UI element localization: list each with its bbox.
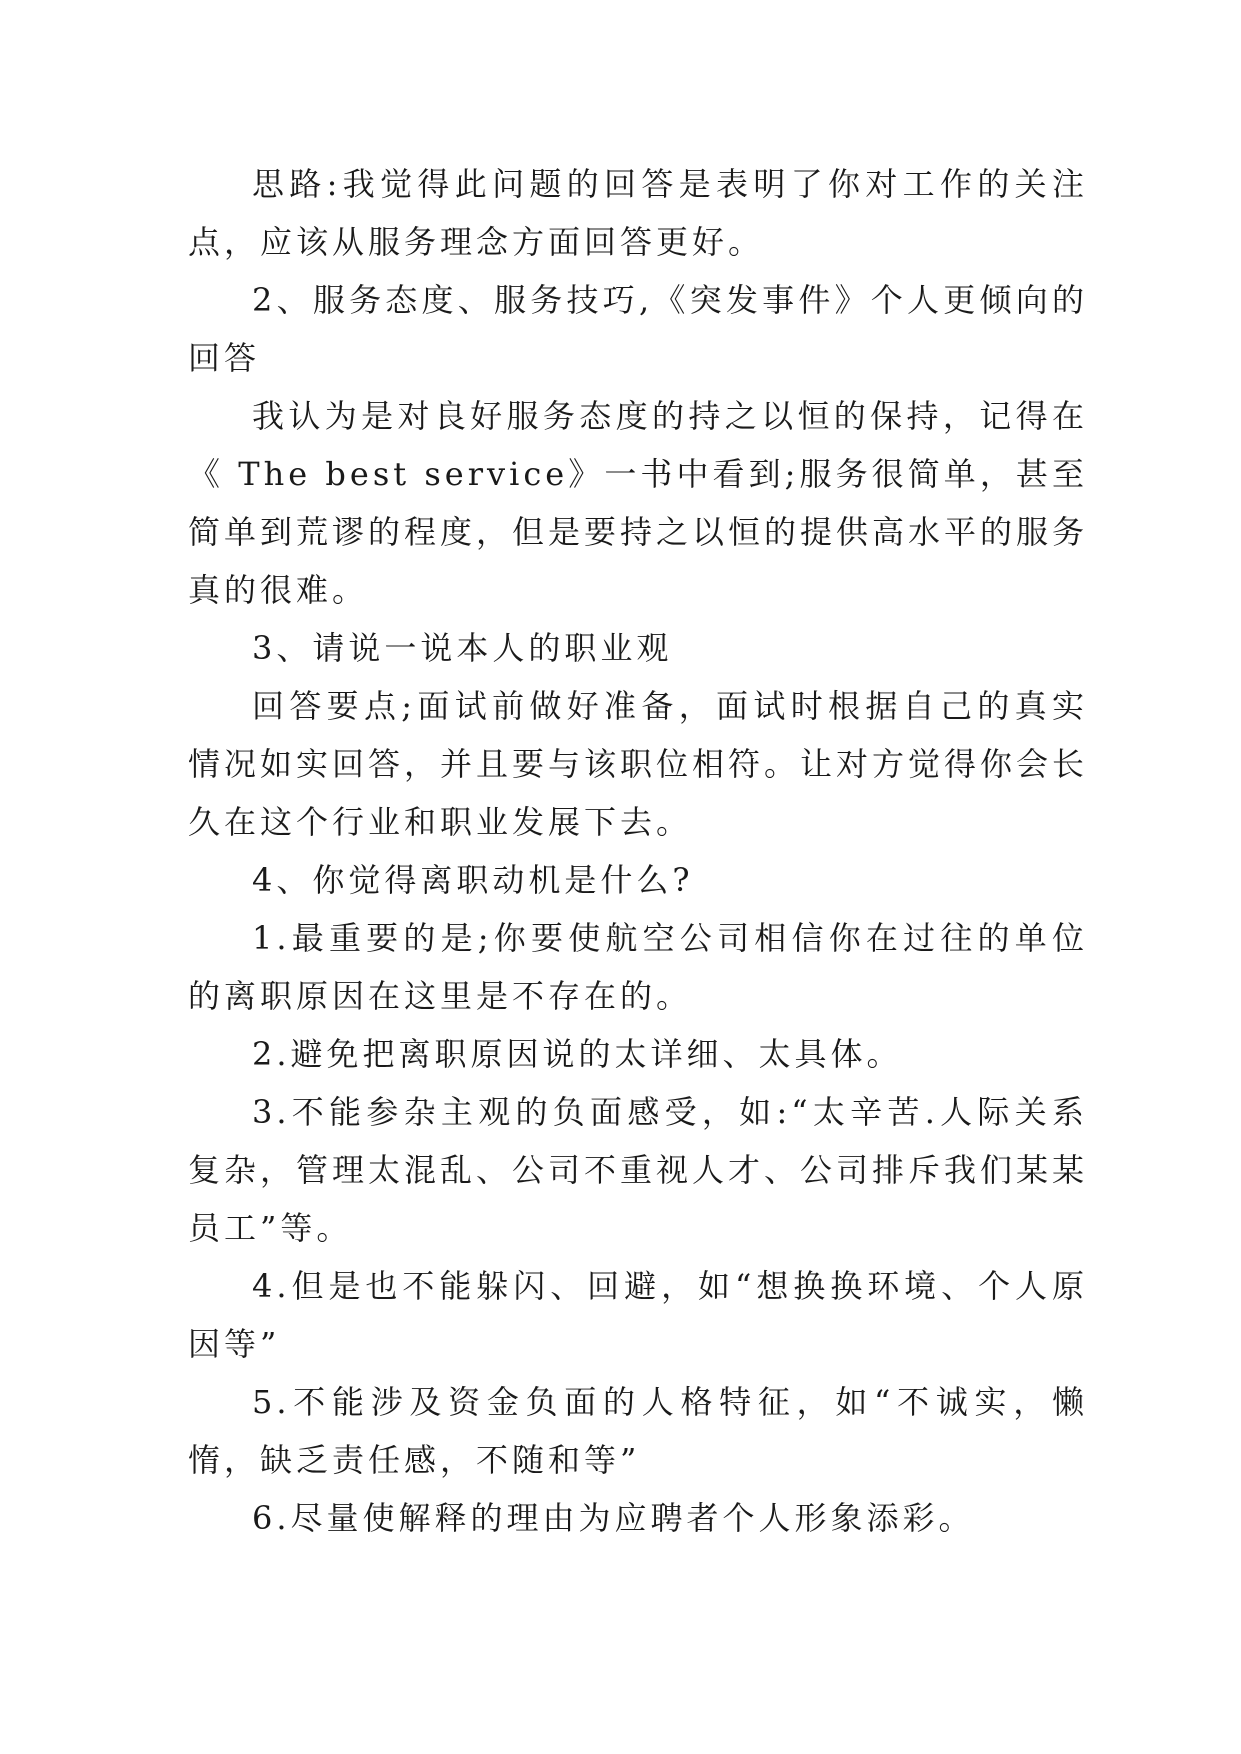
list-item: 5.不能涉及资金负面的人格特征，如“不诚实，懒惰，缺乏责任感，不随和等”: [188, 1383, 1088, 1479]
document-body: [188, 155, 1088, 1547]
paragraph: 回答要点;面试前做好准备，面试时根据自己的真实情况如实回答，并且要与该职位相符。让对方觉得你会长久在这个行业和职业发展下去。: [188, 687, 1089, 841]
question-heading: 2、服务态度、服务技巧,《突发事件》个人更倾向的回答: [188, 281, 1088, 377]
paragraph: 思路:我觉得此问题的回答是表明了你对工作的关注点，应该从服务理念方面回答更好。: [188, 165, 1088, 261]
list-item: 2.避免把离职原因说的太详细、太具体。: [252, 1035, 903, 1073]
question-heading: 4、你觉得离职动机是什么?: [252, 861, 694, 899]
list-item: 4.但是也不能躲闪、回避，如“想换换环境、个人原因等”: [188, 1267, 1088, 1363]
paragraph: 我认为是对良好服务态度的持之以恒的保持，记得在《 The best service》一书中看到;服务很简单，甚至简单到荒谬的程度，但是要持之以恒的提供高水平的服务真的很难。: [188, 397, 1089, 609]
question-heading: 3、请说一说本人的职业观: [252, 629, 673, 667]
list-item: 1.最重要的是;你要使航空公司相信你在过往的单位的离职原因在这里是不存在的。: [188, 919, 1088, 1015]
list-item: 3.不能参杂主观的负面感受，如:“太辛苦.人际关系复杂，管理太混乱、公司不重视人才、公司排斥我们某某员工”等。: [188, 1093, 1089, 1247]
list-item: 6.尽量使解释的理由为应聘者个人形象添彩。: [252, 1499, 975, 1537]
